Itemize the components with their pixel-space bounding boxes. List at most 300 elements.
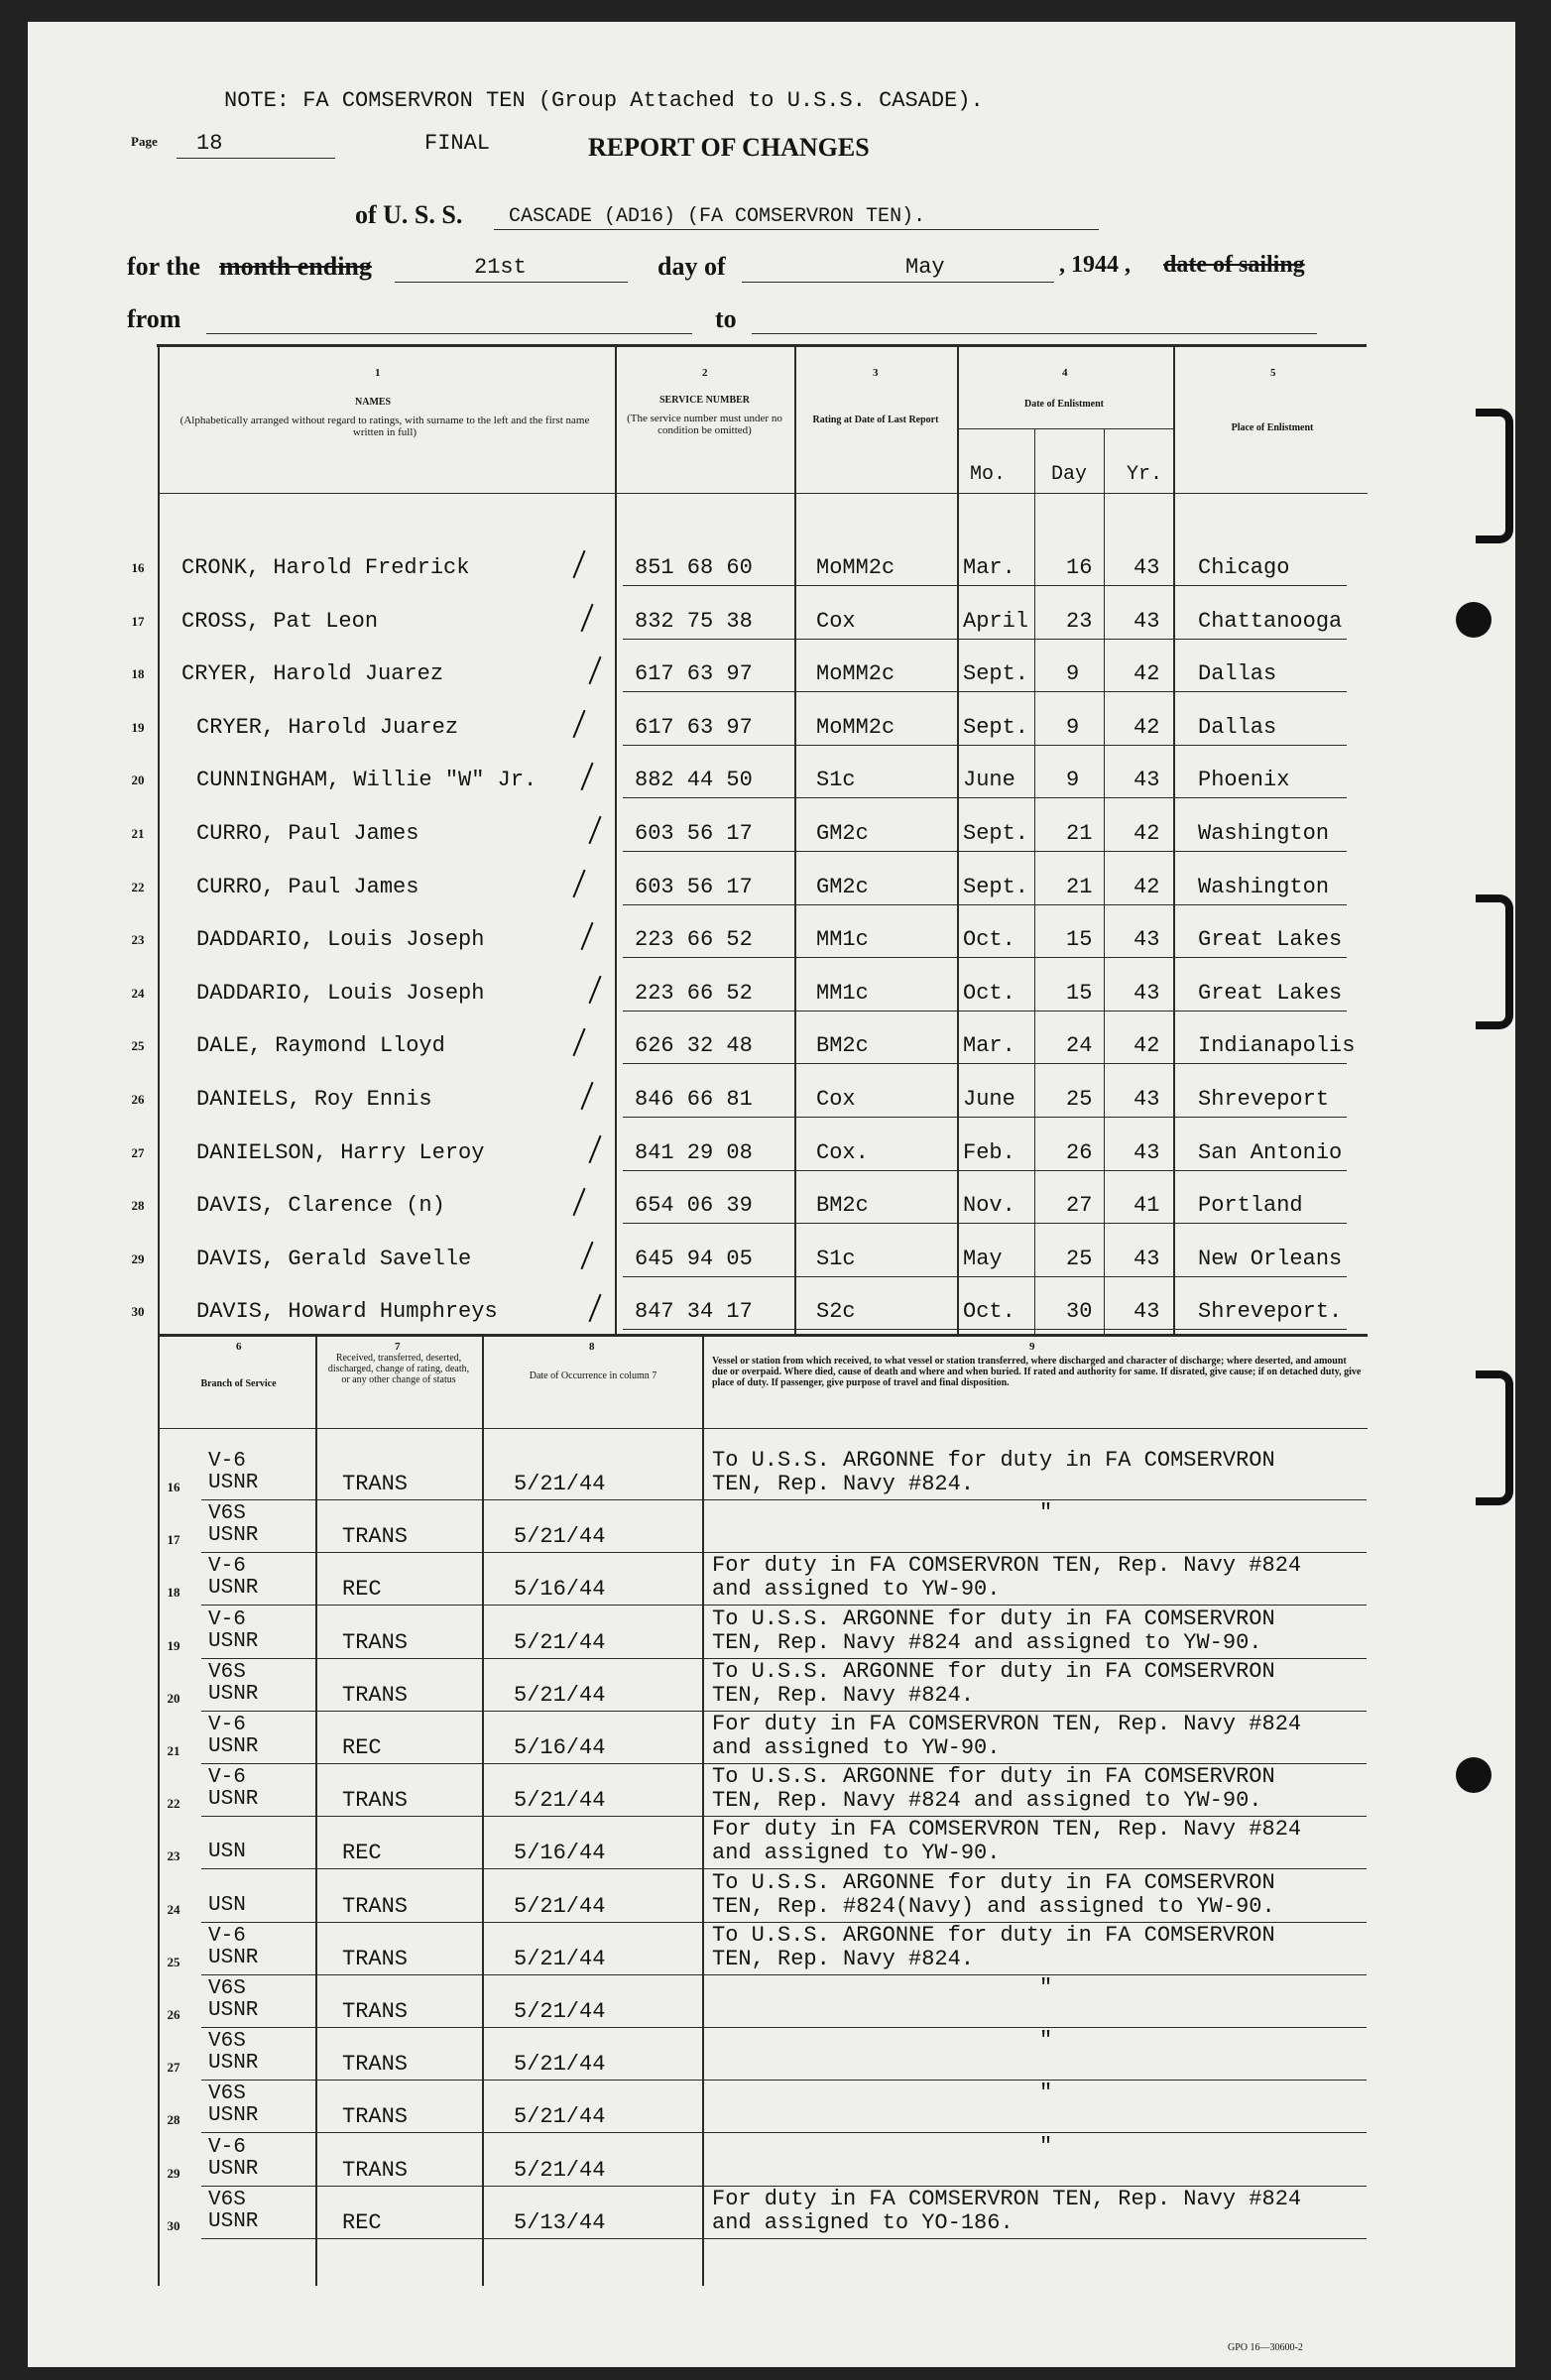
branch-cell: V6S (208, 1660, 246, 1684)
enlist-year-cell: 43 (1133, 608, 1160, 634)
rating-cell: S1c (816, 768, 856, 793)
remarks-line-1: " (1039, 1975, 1053, 2000)
enlist-day-cell: 24 (1066, 1033, 1093, 1059)
remarks-line-1: For duty in FA COMSERVRON TEN, Rep. Navy #824 (712, 1817, 1302, 1843)
rating-cell: BM2c (816, 1193, 869, 1219)
col2-number: 2 (702, 367, 708, 379)
year-value: , 1944 , (1059, 252, 1131, 278)
row-number: 18 (131, 666, 145, 682)
status-change-cell: REC (342, 2209, 382, 2235)
branch-cell: USNR (208, 2052, 259, 2076)
rating-cell: Cox. (816, 1139, 869, 1165)
occurrence-date-cell: 5/16/44 (514, 1577, 606, 1603)
enlist-month-cell: Mar. (963, 1033, 1015, 1059)
occurrence-date-cell: 5/21/44 (514, 1788, 606, 1814)
name-cell: CRONK, Harold Fredrick (181, 555, 470, 580)
check-mark (580, 1082, 593, 1111)
branch-cell: USNR (208, 1629, 259, 1653)
row-rule (623, 1117, 1347, 1118)
service-number-cell: 645 94 05 (635, 1246, 753, 1271)
remarks-line-1: To U.S.S. ARGONNE for duty in FA COMSERVRON (712, 1764, 1275, 1790)
row-number: 17 (167, 1532, 180, 1548)
row-rule (623, 745, 1347, 746)
row-rule (201, 1974, 1367, 1975)
col2-header: SERVICE NUMBER (658, 395, 751, 406)
row-number: 28 (167, 2112, 180, 2128)
col6-header: Branch of Service (200, 1378, 277, 1389)
branch-cell: USNR (208, 1524, 259, 1548)
enlist-year-cell: 42 (1133, 821, 1160, 846)
status-final: FINAL (424, 131, 491, 156)
row-rule (201, 2238, 1367, 2239)
col3-header: Rating at Date of Last Report (812, 415, 939, 425)
row-rule (201, 2080, 1367, 2081)
occurrence-date-cell: 5/21/44 (514, 2104, 606, 2130)
footer-code: GPO 16—30600-2 (1228, 2342, 1303, 2353)
ship-name: CASCADE (AD16) (FA COMSERVRON TEN). (509, 205, 926, 228)
enlist-year-cell: 43 (1133, 555, 1160, 580)
enlist-day-cell: 26 (1066, 1139, 1093, 1165)
name-cell: DAVIS, Clarence (n) (196, 1193, 445, 1219)
enlist-year-cell: 43 (1133, 1299, 1160, 1325)
enlistment-place-cell: Chicago (1198, 555, 1290, 580)
enlist-month-cell: Oct. (963, 927, 1015, 953)
name-cell: DADDARIO, Louis Joseph (196, 980, 485, 1006)
check-mark (572, 1188, 585, 1217)
branch-cell: USNR (208, 2209, 259, 2233)
remarks-line-2: and assigned to YO-186. (712, 2209, 1014, 2235)
enlist-day-cell: 27 (1066, 1193, 1093, 1219)
branch-cell: USNR (208, 1999, 259, 2022)
row-number: 17 (131, 613, 145, 629)
row-number: 25 (131, 1038, 145, 1054)
name-cell: DANIELS, Roy Ennis (196, 1087, 432, 1112)
service-number-cell: 223 66 52 (635, 980, 753, 1006)
col1-number: 1 (375, 367, 381, 379)
enlist-year-cell: 42 (1133, 1033, 1160, 1059)
remarks-line-1: To U.S.S. ARGONNE for duty in FA COMSERVRON (712, 1448, 1275, 1473)
enlist-year-cell: 43 (1133, 1139, 1160, 1165)
name-cell: CROSS, Pat Leon (181, 608, 379, 634)
occurrence-date-cell: 5/21/44 (514, 1999, 606, 2024)
row-number: 28 (131, 1198, 145, 1214)
note-line: NOTE: FA COMSERVRON TEN (Group Attached to U.S.S. CASADE). (224, 88, 984, 113)
enlist-day-cell: 21 (1066, 874, 1093, 899)
enlist-year-cell: 42 (1133, 874, 1160, 899)
remarks-line-2: and assigned to YW-90. (712, 1577, 1001, 1603)
branch-cell: USNR (208, 2104, 259, 2128)
enlistment-place-cell: Shreveport (1198, 1087, 1330, 1112)
row-number: 20 (167, 1690, 180, 1706)
row-rule (623, 585, 1347, 586)
enlist-year-cell: 43 (1133, 1246, 1160, 1271)
enlist-day-cell: 15 (1066, 927, 1093, 953)
row-rule (623, 639, 1347, 640)
row-number: 25 (167, 1954, 180, 1969)
enlist-month-cell: Sept. (963, 874, 1029, 899)
col5-number: 5 (1270, 367, 1276, 379)
status-change-cell: TRANS (342, 1472, 409, 1496)
row-number: 23 (167, 1848, 180, 1864)
status-change-cell: TRANS (342, 1682, 409, 1708)
row-rule (201, 1499, 1367, 1500)
row-rule (623, 904, 1347, 905)
row-number: 18 (167, 1585, 180, 1601)
row-rule (623, 851, 1347, 852)
service-number-cell: 617 63 97 (635, 661, 753, 687)
occurrence-date-cell: 5/21/44 (514, 2157, 606, 2183)
for-the-label: for the (127, 252, 200, 281)
remarks-line-2: TEN, Rep. Navy #824. (712, 1682, 975, 1708)
page-label: Page (131, 134, 158, 149)
enlist-month-cell: Oct. (963, 1299, 1015, 1325)
branch-cell: USNR (208, 1682, 259, 1706)
col9-number: 9 (1029, 1341, 1035, 1353)
branch-cell: V-6 (208, 1714, 246, 1736)
branch-cell: USNR (208, 1735, 259, 1758)
enlist-month-cell: Nov. (963, 1193, 1015, 1219)
check-mark (588, 1134, 601, 1163)
status-change-cell: TRANS (342, 1524, 409, 1550)
row-rule (623, 691, 1347, 692)
occurrence-date-cell: 5/16/44 (514, 1841, 606, 1866)
enlist-day-cell: 16 (1066, 555, 1093, 580)
day-value: 21st (474, 255, 527, 280)
enlist-year-cell: 43 (1133, 980, 1160, 1006)
binder-clip (1476, 409, 1513, 543)
remarks-line-2: TEN, Rep. #824(Navy) and assigned to YW-90. (712, 1893, 1275, 1919)
ship-label: of U. S. S. (355, 200, 463, 229)
occurrence-date-cell: 5/21/44 (514, 1629, 606, 1655)
enlist-day-cell: 9 (1066, 661, 1080, 687)
branch-cell: USN (208, 1841, 246, 1864)
enlistment-place-cell: San Antonio (1198, 1139, 1343, 1165)
binder-clip (1476, 894, 1513, 1029)
enlist-month-cell: Sept. (963, 714, 1029, 740)
document-page (28, 22, 1515, 2367)
status-change-cell: TRANS (342, 2157, 409, 2183)
row-number: 30 (167, 2217, 180, 2233)
rating-cell: MoMM2c (816, 661, 895, 687)
enlist-year-cell: 43 (1133, 927, 1160, 953)
branch-cell: V-6 (208, 1607, 246, 1631)
remarks-line-2: TEN, Rep. Navy #824 and assigned to YW-90. (712, 1788, 1262, 1814)
name-cell: CUNNINGHAM, Willie "W" Jr. (196, 768, 537, 793)
check-mark (580, 603, 593, 632)
enlist-day-cell: 30 (1066, 1299, 1093, 1325)
punch-hole (1456, 1757, 1491, 1793)
service-number-cell: 846 66 81 (635, 1087, 753, 1112)
occurrence-date-cell: 5/13/44 (514, 2209, 606, 2235)
branch-cell: USNR (208, 1946, 259, 1969)
col8-number: 8 (589, 1341, 595, 1353)
enlistment-place-cell: Indianapolis (1198, 1033, 1356, 1059)
row-rule (623, 1329, 1347, 1330)
enlist-year-cell: 43 (1133, 1087, 1160, 1112)
enlist-month-cell: Sept. (963, 821, 1029, 846)
col8-header: Date of Occurrence in column 7 (529, 1370, 657, 1381)
rating-cell: MM1c (816, 927, 869, 953)
report-title: REPORT OF CHANGES (588, 133, 870, 162)
remarks-line-1: For duty in FA COMSERVRON TEN, Rep. Navy #824 (712, 2186, 1302, 2211)
branch-cell: V6S (208, 1977, 246, 2000)
service-number-cell: 654 06 39 (635, 1193, 753, 1219)
service-number-cell: 882 44 50 (635, 768, 753, 793)
row-number: 21 (131, 826, 145, 841)
check-mark (580, 922, 593, 951)
status-change-cell: TRANS (342, 1788, 409, 1814)
rating-cell: BM2c (816, 1033, 869, 1059)
branch-cell: USNR (208, 2157, 259, 2181)
service-number-cell: 626 32 48 (635, 1033, 753, 1059)
col5-header: Place of Enlistment (1231, 422, 1314, 433)
branch-cell: USNR (208, 1472, 259, 1494)
service-number-cell: 851 68 60 (635, 555, 753, 580)
row-number: 27 (131, 1144, 145, 1160)
enlistment-place-cell: Washington (1198, 874, 1330, 899)
check-mark (580, 763, 593, 791)
enlist-day-cell: 9 (1066, 714, 1080, 740)
remarks-line-1: " (1039, 2028, 1053, 2054)
date-of-sailing-label: date of sailing (1163, 252, 1305, 278)
enlist-month-cell: June (963, 768, 1015, 793)
col2-subheader: (The service number must under no condition be omitted) (627, 413, 782, 436)
rating-cell: MoMM2c (816, 555, 895, 580)
rating-cell: S2c (816, 1299, 856, 1325)
col1-header: NAMES (355, 397, 392, 408)
remarks-line-1: To U.S.S. ARGONNE for duty in FA COMSERVRON (712, 1869, 1275, 1895)
occurrence-date-cell: 5/21/44 (514, 1893, 606, 1919)
enlistment-place-cell: Great Lakes (1198, 927, 1343, 953)
enlist-day-cell: 9 (1066, 768, 1080, 793)
check-mark (572, 1028, 585, 1057)
row-rule (623, 1223, 1347, 1224)
status-change-cell: TRANS (342, 1999, 409, 2024)
row-rule (623, 1276, 1347, 1277)
enlist-year-cell: 42 (1133, 714, 1160, 740)
branch-cell: USN (208, 1893, 246, 1917)
branch-cell: USNR (208, 1577, 259, 1601)
row-number: 29 (131, 1250, 145, 1266)
row-rule (623, 1011, 1347, 1012)
status-change-cell: TRANS (342, 1893, 409, 1919)
rating-cell: Cox (816, 608, 856, 634)
service-number-cell: 603 56 17 (635, 874, 753, 899)
row-number: 19 (131, 719, 145, 735)
enlistment-place-cell: Phoenix (1198, 768, 1290, 793)
row-number: 22 (167, 1796, 180, 1812)
row-number: 22 (131, 879, 145, 894)
name-cell: DADDARIO, Louis Joseph (196, 927, 485, 953)
remarks-line-1: " (1039, 2081, 1053, 2106)
branch-cell: V-6 (208, 1766, 246, 1790)
name-cell: CURRO, Paul James (196, 821, 419, 846)
enlist-month-cell: Feb. (963, 1139, 1015, 1165)
col9-header: Vessel or station from which received, to what vessel or station transferred, where discharged and character of discharge; where deserted, and amount due or overpaid. Where died, cause of death and where and when buried. If rated and authority for same. If disrated, give cause; if on detached duty, give place of duty. If passenger, give purpose of travel and final disposition. (712, 1356, 1362, 1388)
row-number: 24 (167, 1901, 180, 1917)
enlist-month-cell: Oct. (963, 980, 1015, 1006)
service-number-cell: 847 34 17 (635, 1299, 753, 1325)
check-mark (580, 1242, 593, 1270)
enlistment-place-cell: Dallas (1198, 714, 1277, 740)
remarks-line-2: TEN, Rep. Navy #824 and assigned to YW-90. (712, 1629, 1262, 1655)
enlist-month-cell: Mar. (963, 555, 1015, 580)
col7-number: 7 (395, 1341, 401, 1353)
name-cell: DALE, Raymond Lloyd (196, 1033, 445, 1059)
check-mark (588, 976, 601, 1005)
branch-cell: V-6 (208, 1555, 246, 1579)
name-cell: DAVIS, Gerald Savelle (196, 1246, 472, 1271)
branch-cell: USNR (208, 1788, 259, 1812)
service-number-cell: 603 56 17 (635, 821, 753, 846)
row-number: 19 (167, 1637, 180, 1653)
status-change-cell: TRANS (342, 1629, 409, 1655)
enlist-month-cell: April (963, 608, 1029, 634)
enlistment-place-cell: New Orleans (1198, 1246, 1343, 1271)
enlist-year-cell: 42 (1133, 661, 1160, 687)
remarks-line-1: To U.S.S. ARGONNE for duty in FA COMSERVRON (712, 1922, 1275, 1948)
page-number: 18 (196, 131, 223, 156)
status-change-cell: REC (342, 1841, 382, 1866)
check-mark (588, 1294, 601, 1323)
check-mark (572, 869, 585, 897)
enlist-year-cell: 43 (1133, 768, 1160, 793)
enlistment-place-cell: Shreveport. (1198, 1299, 1343, 1325)
row-number: 21 (167, 1743, 180, 1758)
enlistment-place-cell: Portland (1198, 1193, 1303, 1219)
col6-number: 6 (236, 1341, 242, 1353)
enlist-month-cell: June (963, 1087, 1015, 1112)
from-label: from (127, 304, 181, 333)
enlist-day-cell: 25 (1066, 1246, 1093, 1271)
enlistment-place-cell: Great Lakes (1198, 980, 1343, 1006)
row-number: 26 (167, 2007, 180, 2022)
status-change-cell: TRANS (342, 2104, 409, 2130)
row-number: 16 (131, 560, 145, 575)
remarks-line-1: " (1039, 2133, 1053, 2159)
service-number-cell: 841 29 08 (635, 1139, 753, 1165)
row-number: 23 (131, 932, 145, 948)
enlist-year-cell: 41 (1133, 1193, 1160, 1219)
remarks-line-2: TEN, Rep. Navy #824. (712, 1946, 975, 1971)
branch-cell: V6S (208, 2188, 246, 2211)
row-number: 27 (167, 2060, 180, 2076)
status-change-cell: REC (342, 1735, 382, 1760)
rating-cell: Cox (816, 1087, 856, 1112)
name-cell: DAVIS, Howard Humphreys (196, 1299, 498, 1325)
yr-header: Yr. (1127, 463, 1163, 486)
col1-subheader: (Alphabetically arranged without regard to ratings, with surname to the left and the first name written in full) (179, 415, 590, 438)
enlist-day-cell: 21 (1066, 821, 1093, 846)
status-change-cell: TRANS (342, 2052, 409, 2078)
branch-cell: V6S (208, 2082, 246, 2106)
remarks-line-1: " (1039, 1500, 1053, 1526)
occurrence-date-cell: 5/21/44 (514, 2052, 606, 2078)
name-cell: CURRO, Paul James (196, 874, 419, 899)
check-mark (572, 710, 585, 739)
row-number: 29 (167, 2165, 180, 2181)
rating-cell: MoMM2c (816, 714, 895, 740)
mo-header: Mo. (970, 463, 1007, 486)
branch-cell: V6S (208, 2030, 246, 2054)
row-number: 30 (131, 1304, 145, 1320)
col4-number: 4 (1062, 367, 1068, 379)
remarks-line-1: For duty in FA COMSERVRON TEN, Rep. Navy #824 (712, 1712, 1302, 1736)
row-number: 24 (131, 985, 145, 1001)
enlistment-place-cell: Chattanooga (1198, 608, 1343, 634)
check-mark (588, 656, 601, 685)
rating-cell: S1c (816, 1246, 856, 1271)
name-cell: CRYER, Harold Juarez (196, 714, 459, 740)
row-number: 16 (167, 1480, 180, 1494)
check-mark (572, 550, 585, 579)
to-label: to (715, 304, 737, 333)
occurrence-date-cell: 5/21/44 (514, 1472, 606, 1496)
service-number-cell: 617 63 97 (635, 714, 753, 740)
check-mark (588, 816, 601, 845)
row-rule (623, 1170, 1347, 1171)
service-number-cell: 223 66 52 (635, 927, 753, 953)
status-change-cell: TRANS (342, 1946, 409, 1971)
occurrence-date-cell: 5/21/44 (514, 1682, 606, 1708)
row-rule (623, 1063, 1347, 1064)
enlist-month-cell: Sept. (963, 661, 1029, 687)
service-number-cell: 832 75 38 (635, 608, 753, 634)
name-cell: DANIELSON, Harry Leroy (196, 1139, 485, 1165)
enlist-day-cell: 23 (1066, 608, 1093, 634)
branch-cell: V6S (208, 1502, 246, 1526)
row-rule (201, 2132, 1367, 2133)
rating-cell: MM1c (816, 980, 869, 1006)
remarks-line-2: and assigned to YW-90. (712, 1841, 1001, 1866)
row-number: 20 (131, 773, 145, 788)
occurrence-date-cell: 5/21/44 (514, 1946, 606, 1971)
remarks-line-1: To U.S.S. ARGONNE for duty in FA COMSERVRON (712, 1606, 1275, 1631)
row-rule (623, 957, 1347, 958)
col4-header: Date of Enlistment (1024, 399, 1104, 410)
remarks-line-2: and assigned to YW-90. (712, 1735, 1001, 1760)
rating-cell: GM2c (816, 821, 869, 846)
enlist-month-cell: May (963, 1246, 1003, 1271)
binder-clip (1476, 1370, 1513, 1505)
status-change-cell: REC (342, 1577, 382, 1603)
occurrence-date-cell: 5/16/44 (514, 1735, 606, 1760)
row-rule (201, 2027, 1367, 2028)
enlistment-place-cell: Washington (1198, 821, 1330, 846)
col3-number: 3 (873, 367, 879, 379)
branch-cell: V-6 (208, 2135, 246, 2159)
col7-header: Received, transferred, deserted, discharged, change of rating, death, or any other change of status (327, 1353, 470, 1385)
remarks-line-2: TEN, Rep. Navy #824. (712, 1472, 975, 1496)
row-rule (623, 797, 1347, 798)
enlistment-place-cell: Dallas (1198, 661, 1277, 687)
remarks-line-1: For duty in FA COMSERVRON TEN, Rep. Navy #824 (712, 1553, 1302, 1579)
occurrence-date-cell: 5/21/44 (514, 1524, 606, 1550)
branch-cell: V-6 (208, 1450, 246, 1473)
name-cell: CRYER, Harold Juarez (181, 661, 444, 687)
month-ending-label: month ending (219, 252, 372, 281)
enlist-day-cell: 15 (1066, 980, 1093, 1006)
remarks-line-1: To U.S.S. ARGONNE for duty in FA COMSERVRON (712, 1658, 1275, 1684)
punch-hole (1456, 602, 1491, 638)
enlist-day-cell: 25 (1066, 1087, 1093, 1112)
rating-cell: GM2c (816, 874, 869, 899)
branch-cell: V-6 (208, 1924, 246, 1948)
month-value: May (905, 255, 945, 280)
day-header: Day (1051, 463, 1088, 486)
row-number: 26 (131, 1092, 145, 1107)
day-of-label: day of (657, 252, 726, 281)
